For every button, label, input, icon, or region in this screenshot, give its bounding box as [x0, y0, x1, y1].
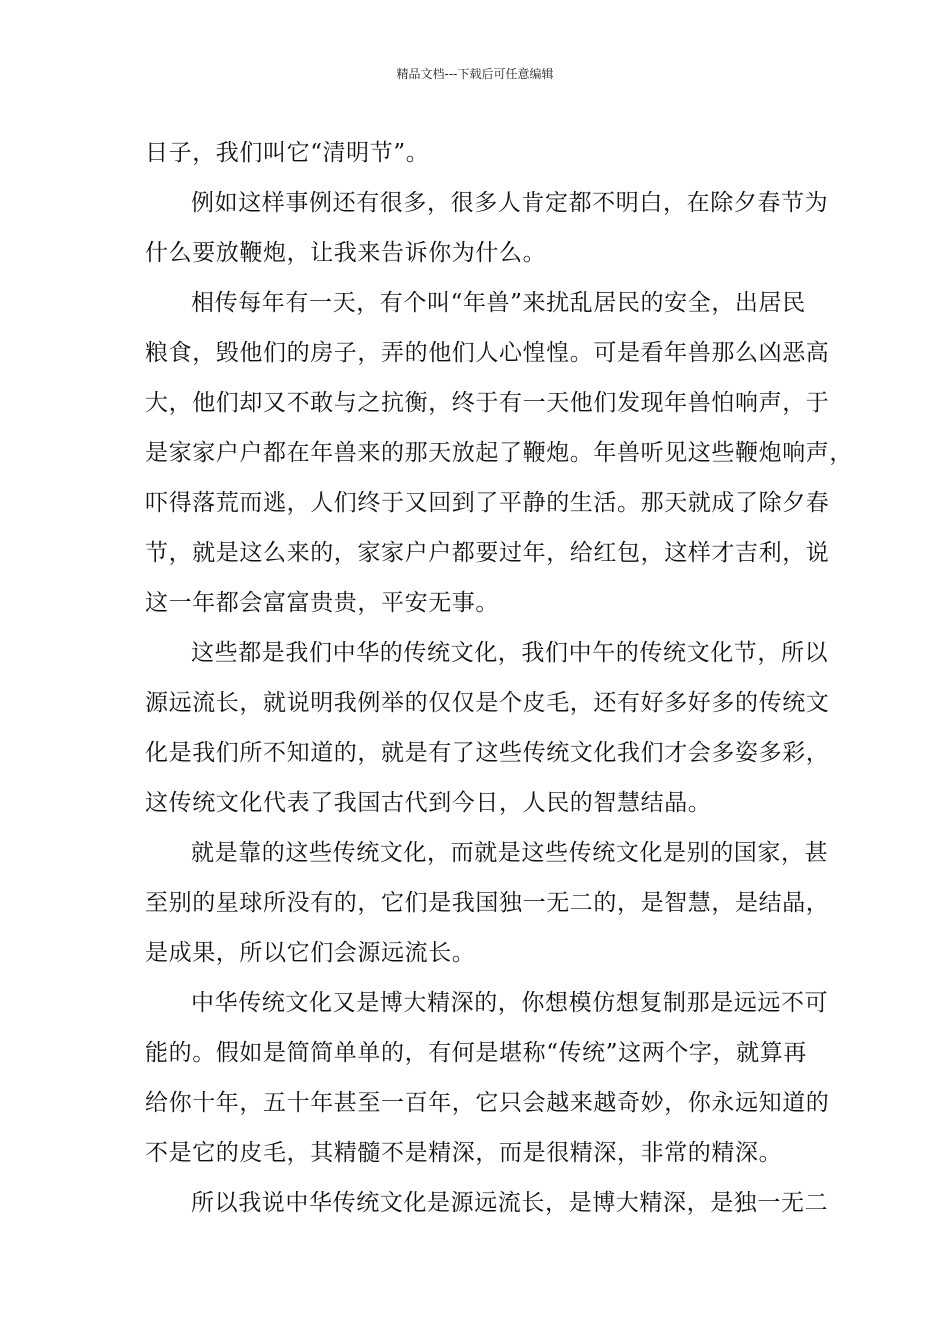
text-line: 是家家户户都在年兽来的那天放起了鞭炮。年兽听见这些鞭炮响声，: [145, 440, 853, 466]
text-line: 什么要放鞭炮，让我来告诉你为什么。: [145, 240, 547, 266]
text-line: 是成果，所以它们会源远流长。: [145, 940, 476, 966]
text-line: 不是它的皮毛，其精髓不是精深，而是很精深，非常的精深。: [145, 1140, 783, 1166]
text-line: 例如这样事例还有很多，很多人肯定都不明白，在除夕春节为: [191, 190, 829, 216]
text-line: 源远流长，就说明我例举的仅仅是个皮毛，还有好多好多的传统文: [145, 690, 830, 716]
text-line: 这传统文化代表了我国古代到今日，人民的智慧结晶。: [145, 790, 712, 816]
page-header: 精品文档---下载后可任意编辑: [396, 67, 554, 81]
text-line: 至别的星球所没有的，它们是我国独一无二的，是智慧，是结晶，: [145, 890, 830, 916]
text-line: 中华传统文化又是博大精深的，你想模仿想复制那是远远不可: [191, 990, 829, 1016]
text-line: 日子，我们叫它“清明节”。: [145, 140, 430, 166]
text-line: 节，就是这么来的，家家户户都要过年，给红包，这样才吉利，说: [145, 540, 830, 566]
text-line: 所以我说中华传统文化是源远流长，是博大精深，是独一无二: [191, 1190, 829, 1216]
text-line: 粮食，毁他们的房子，弄的他们人心惶惶。可是看年兽那么凶恶高: [145, 340, 830, 366]
text-line: 能的。假如是简简单单的，有何是堪称“传统”这两个字，就算再: [145, 1040, 807, 1066]
text-line: 吓得落荒而逃，人们终于又回到了平静的生活。那天就成了除夕春: [145, 490, 830, 516]
text-line: 这一年都会富富贵贵，平安无事。: [145, 590, 499, 616]
text-line: 这些都是我们中华的传统文化，我们中午的传统文化节，所以: [191, 640, 829, 666]
text-line: 就是靠的这些传统文化，而就是这些传统文化是别的国家，甚: [191, 840, 829, 866]
text-line: 化是我们所不知道的，就是有了这些传统文化我们才会多姿多彩，: [145, 740, 830, 766]
text-line: 大，他们却又不敢与之抗衡，终于有一天他们发现年兽怕响声，于: [145, 390, 830, 416]
document-body: [145, 128, 853, 1228]
text-line: 相传每年有一天，有个叫“年兽”来扰乱居民的安全，出居民: [191, 290, 806, 316]
text-line: 给你十年，五十年甚至一百年，它只会越来越奇妙，你永远知道的: [145, 1090, 830, 1116]
